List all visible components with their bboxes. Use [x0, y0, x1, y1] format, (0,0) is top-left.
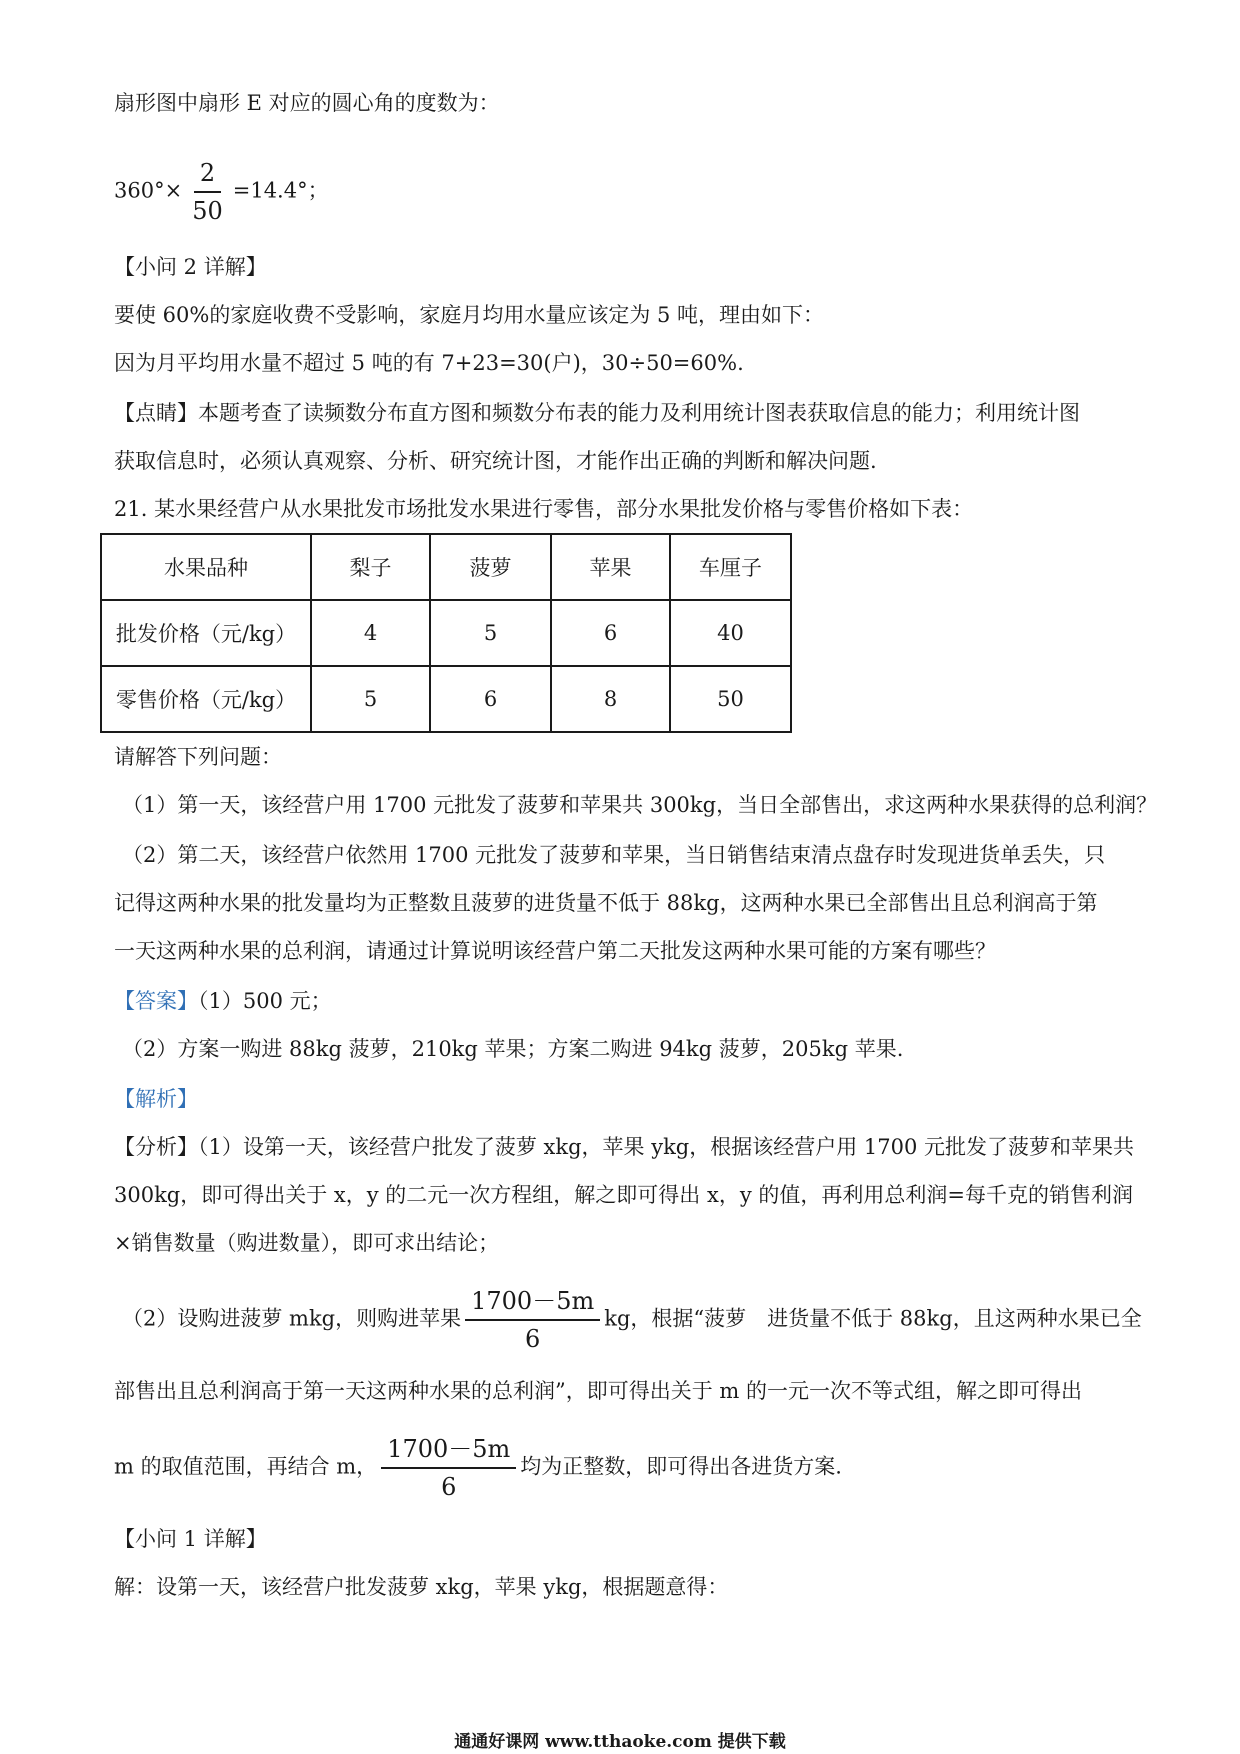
text-line: （2）第二天，该经营户依然用 1700 元批发了菠萝和苹果，当日销售结束清点盘存时发现进货单丢失，只 — [122, 843, 1106, 867]
table-cell: 6 — [551, 600, 670, 666]
fraction-numerator: 1700－5m — [381, 1434, 516, 1469]
text-line: 请解答下列问题： — [114, 745, 282, 769]
formula-suffix: kg，根据“菠萝 进货量不低于 88kg，且这两种水果已全 — [604, 1306, 1142, 1331]
table-cell: 4 — [311, 600, 430, 666]
formula-prefix: m 的取值范围，再结合 m， — [114, 1454, 378, 1479]
formula-suffix: 均为正整数，即可得出各进货方案. — [520, 1454, 842, 1479]
formula-prefix: （2）设购进菠萝 mkg，则购进苹果 — [122, 1306, 462, 1331]
table-row — [101, 666, 791, 732]
fraction-numerator: 1700－5m — [465, 1286, 600, 1321]
formula-line — [114, 1434, 842, 1502]
page-footer: 通通好课网 www.tthaoke.com 提供下载 — [454, 1732, 786, 1752]
question-title: 21. 某水果经营户从水果批发市场批发水果进行零售，部分水果批发价格与零售价格如下表： — [114, 497, 974, 521]
fraction — [381, 1434, 516, 1502]
table-header-cell: 菠萝 — [430, 534, 551, 600]
text-line: 获取信息时，必须认真观察、分析、研究统计图，才能作出正确的判断和解决问题. — [114, 449, 877, 473]
table-cell: 50 — [670, 666, 791, 732]
subquestion-heading: 【小问 2 详解】 — [114, 255, 267, 279]
price-table — [100, 533, 792, 733]
fraction-numerator: 2 — [194, 158, 221, 193]
fraction-denominator: 50 — [192, 197, 223, 225]
text-line: （1）第一天，该经营户用 1700 元批发了菠萝和苹果共 300kg，当日全部售出，求这两种水果获得的总利润？ — [122, 793, 1158, 817]
analysis-tag — [114, 1084, 198, 1114]
text-line: 【点睛】本题考查了读频数分布直方图和频数分布表的能力及利用统计图表获取信息的能力；利用统计图 — [114, 401, 1080, 425]
analysis-label: 【解析】 — [114, 1087, 198, 1111]
text-line: 部售出且总利润高于第一天这两种水果的总利润”，即可得出关于 m 的一元一次不等式组，解之即可得出 — [114, 1379, 1082, 1403]
answer-line — [114, 986, 332, 1016]
fraction-denominator: 6 — [441, 1473, 457, 1501]
table-cell: 6 — [430, 666, 551, 732]
table-header-cell: 梨子 — [311, 534, 430, 600]
fraction-denominator: 6 — [525, 1325, 541, 1353]
formula-line — [114, 158, 329, 226]
subquestion-heading: 【小问 1 详解】 — [114, 1527, 267, 1551]
text-line: 记得这两种水果的批发量均为正整数且菠萝的进货量不低于 88kg，这两种水果已全部售出且总利润高于第 — [114, 891, 1098, 915]
answer-text: （1）500 元； — [198, 989, 332, 1013]
text-line: ×销售数量（购进数量），即可求出结论； — [114, 1231, 500, 1255]
table-cell: 5 — [430, 600, 551, 666]
formula-prefix: 360°× — [114, 178, 183, 203]
table-header-cell: 车厘子 — [670, 534, 791, 600]
table-cell: 5 — [311, 666, 430, 732]
text-line: 【分析】（1）设第一天，该经营户批发了菠萝 xkg，苹果 ykg，根据该经营户用 1700 元批发了菠萝和苹果共 — [114, 1135, 1135, 1159]
text-line: 300kg，即可得出关于 x，y 的二元一次方程组，解之即可得出 x，y 的值，再利用总利润=每千克的销售利润 — [114, 1183, 1133, 1207]
text-line: 一天这两种水果的总利润，请通过计算说明该经营户第二天批发这两种水果可能的方案有哪些？ — [114, 939, 996, 963]
table-header-row — [101, 534, 791, 600]
text-line: 要使 60%的家庭收费不受影响，家庭月均用水量应该定为 5 吨，理由如下： — [114, 303, 825, 327]
table-row — [101, 600, 791, 666]
fraction — [186, 158, 229, 226]
formula-line — [122, 1286, 1142, 1354]
table-cell: 40 — [670, 600, 791, 666]
table-header-cell: 苹果 — [551, 534, 670, 600]
text-line: （2）方案一购进 88kg 菠萝，210kg 苹果；方案二购进 94kg 菠萝，205kg 苹果. — [122, 1037, 904, 1061]
table-cell: 8 — [551, 666, 670, 732]
table-header-cell: 水果品种 — [101, 534, 311, 600]
answer-tag: 【答案】 — [114, 989, 198, 1013]
fraction — [465, 1286, 600, 1354]
text-line: 解：设第一天，该经营户批发菠萝 xkg，苹果 ykg，根据题意得： — [114, 1575, 729, 1599]
table-cell: 批发价格（元/kg） — [101, 600, 311, 666]
text-line: 扇形图中扇形 E 对应的圆心角的度数为： — [114, 91, 500, 115]
text-line: 因为月平均用水量不超过 5 吨的有 7+23=30(户)，30÷50=60%. — [114, 351, 744, 375]
formula-suffix: =14.4°； — [232, 178, 329, 203]
table-cell: 零售价格（元/kg） — [101, 666, 311, 732]
